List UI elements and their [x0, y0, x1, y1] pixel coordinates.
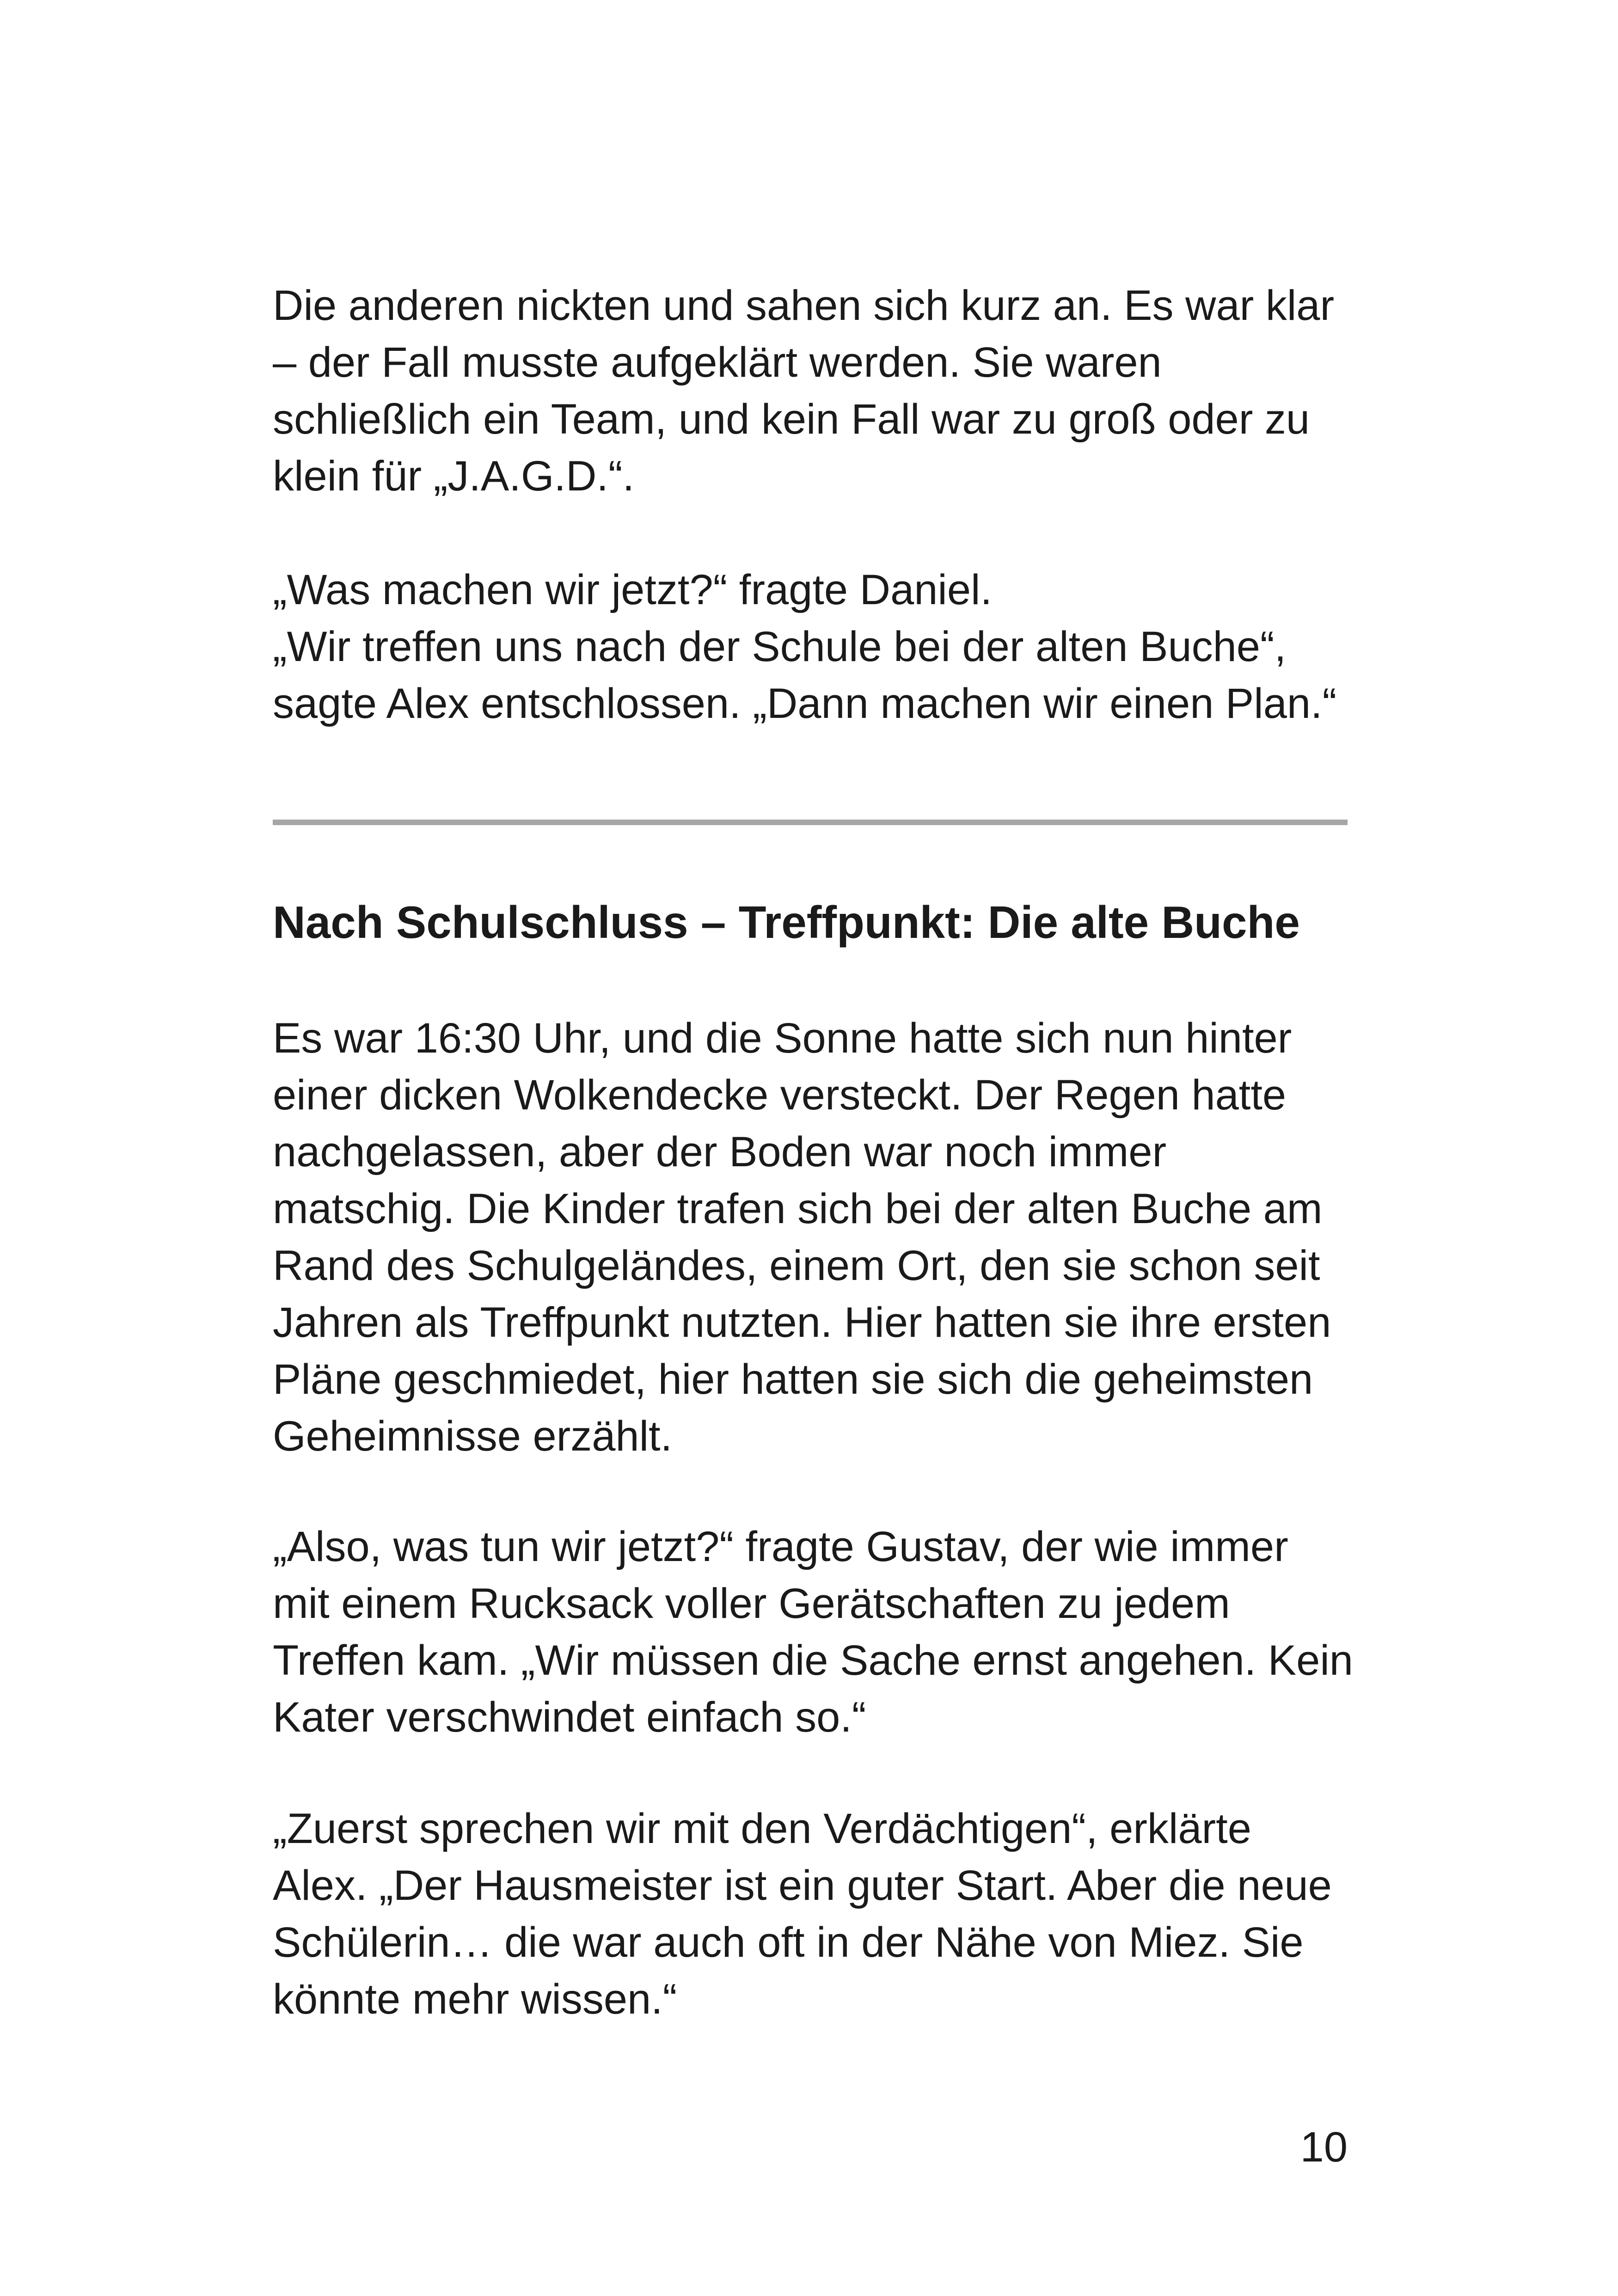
text-line: – der Fall musste aufgeklärt werden. Sie waren: [273, 339, 1162, 386]
text-line: könnte mehr wissen.“: [273, 1976, 677, 2023]
paragraph-dialogue-plan: [273, 562, 1354, 732]
text-line: Kater verschwindet einfach so.“: [273, 1694, 866, 1741]
paragraph-team-decision: [273, 277, 1354, 505]
paragraph-gustav-dialogue: [273, 1518, 1354, 1746]
text-line: nachgelassen, aber der Boden war noch immer: [273, 1128, 1167, 1176]
text-line: Es war 16:30 Uhr, und die Sonne hatte sich nun hinter: [273, 1015, 1292, 1062]
text-line: Geheimnisse erzählt.: [273, 1413, 673, 1460]
text-line: Jahren als Treffpunkt nutzten. Hier hatten sie ihre ersten: [273, 1299, 1331, 1346]
paragraph-alex-dialogue: [273, 1800, 1354, 2028]
text-line: „Zuerst sprechen wir mit den Verdächtigen“, erklärte: [273, 1805, 1251, 1852]
section-divider: [273, 820, 1348, 825]
text-line: mit einem Rucksack voller Gerätschaften zu jedem: [273, 1580, 1230, 1627]
text-line: matschig. Die Kinder trafen sich bei der alten Buche am: [273, 1185, 1323, 1232]
text-line: Alex. „Der Hausmeister ist ein guter Start. Aber die neue: [273, 1862, 1332, 1909]
text-line: „Wir treffen uns nach der Schule bei der alten Buche“,: [273, 623, 1287, 670]
text-line: Treffen kam. „Wir müssen die Sache ernst angehen. Kein: [273, 1637, 1353, 1684]
section-heading: Nach Schulschluss – Treffpunkt: Die alte Buche: [273, 897, 1300, 948]
text-line: klein für „J.A.G.D.“.: [273, 453, 635, 500]
text-line: schließlich ein Team, und kein Fall war zu groß oder zu: [273, 396, 1310, 443]
text-line: Die anderen nickten und sahen sich kurz an. Es war klar: [273, 282, 1335, 329]
text-line: „Was machen wir jetzt?“ fragte Daniel.: [273, 566, 993, 613]
text-line: einer dicken Wolkendecke versteckt. Der Regen hatte: [273, 1071, 1287, 1119]
text-line: sagte Alex entschlossen. „Dann machen wir einen Plan.“: [273, 680, 1337, 727]
paragraph-meeting-scene: [273, 1010, 1354, 1465]
text-line: Rand des Schulgeländes, einem Ort, den sie schon seit: [273, 1242, 1320, 1289]
text-line: Pläne geschmiedet, hier hatten sie sich die geheimsten: [273, 1356, 1313, 1403]
text-line: „Also, was tun wir jetzt?“ fragte Gustav, der wie immer: [273, 1523, 1288, 1570]
text-line: Schülerin… die war auch oft in der Nähe von Miez. Sie: [273, 1919, 1304, 1966]
page-number: 10: [1300, 2124, 1348, 2171]
